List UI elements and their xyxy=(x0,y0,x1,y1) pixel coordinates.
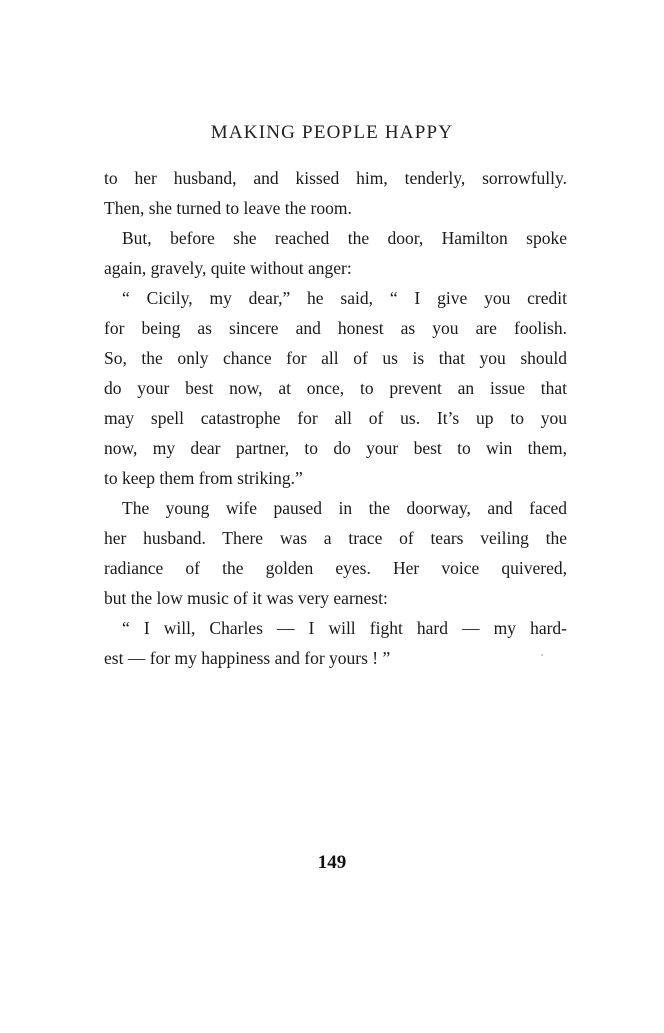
text-line: her husband. There was a trace of tears veiling the xyxy=(104,528,567,548)
body-text xyxy=(104,163,567,673)
text-line: radiance of the golden eyes. Her voice quivered, xyxy=(104,558,567,578)
text-line: but the low music of it was very earnest: xyxy=(104,588,388,608)
text-line: now, my dear partner, to do your best to win them, xyxy=(104,438,567,458)
running-head: MAKING PEOPLE HAPPY xyxy=(210,122,454,143)
text-line: The young wife paused in the doorway, and faced xyxy=(122,498,567,518)
text-line: for being as sincere and honest as you are foolish. xyxy=(104,318,567,338)
text-line: Then, she turned to leave the room. xyxy=(104,198,352,218)
text-line: “ I will, Charles — I will fight hard — my hard- xyxy=(122,618,567,638)
text-line: may spell catastrophe for all of us. It’s up to you xyxy=(104,408,567,428)
text-line: est — for my happiness and for yours ! ” xyxy=(104,648,391,668)
text-line: to her husband, and kissed him, tenderly, sorrowfully. xyxy=(104,168,567,188)
text-line: “ Cicily, my dear,” he said, “ I give you credit xyxy=(122,288,567,308)
print-speck xyxy=(541,654,543,656)
page-number: 149 xyxy=(317,852,347,873)
text-line: So, the only chance for all of us is that you should xyxy=(104,348,567,368)
text-line: But, before she reached the door, Hamilton spoke xyxy=(122,228,567,248)
text-line: to keep them from striking.” xyxy=(104,468,303,488)
text-line: do your best now, at once, to prevent an issue that xyxy=(104,378,567,398)
text-line: again, gravely, quite without anger: xyxy=(104,258,352,278)
